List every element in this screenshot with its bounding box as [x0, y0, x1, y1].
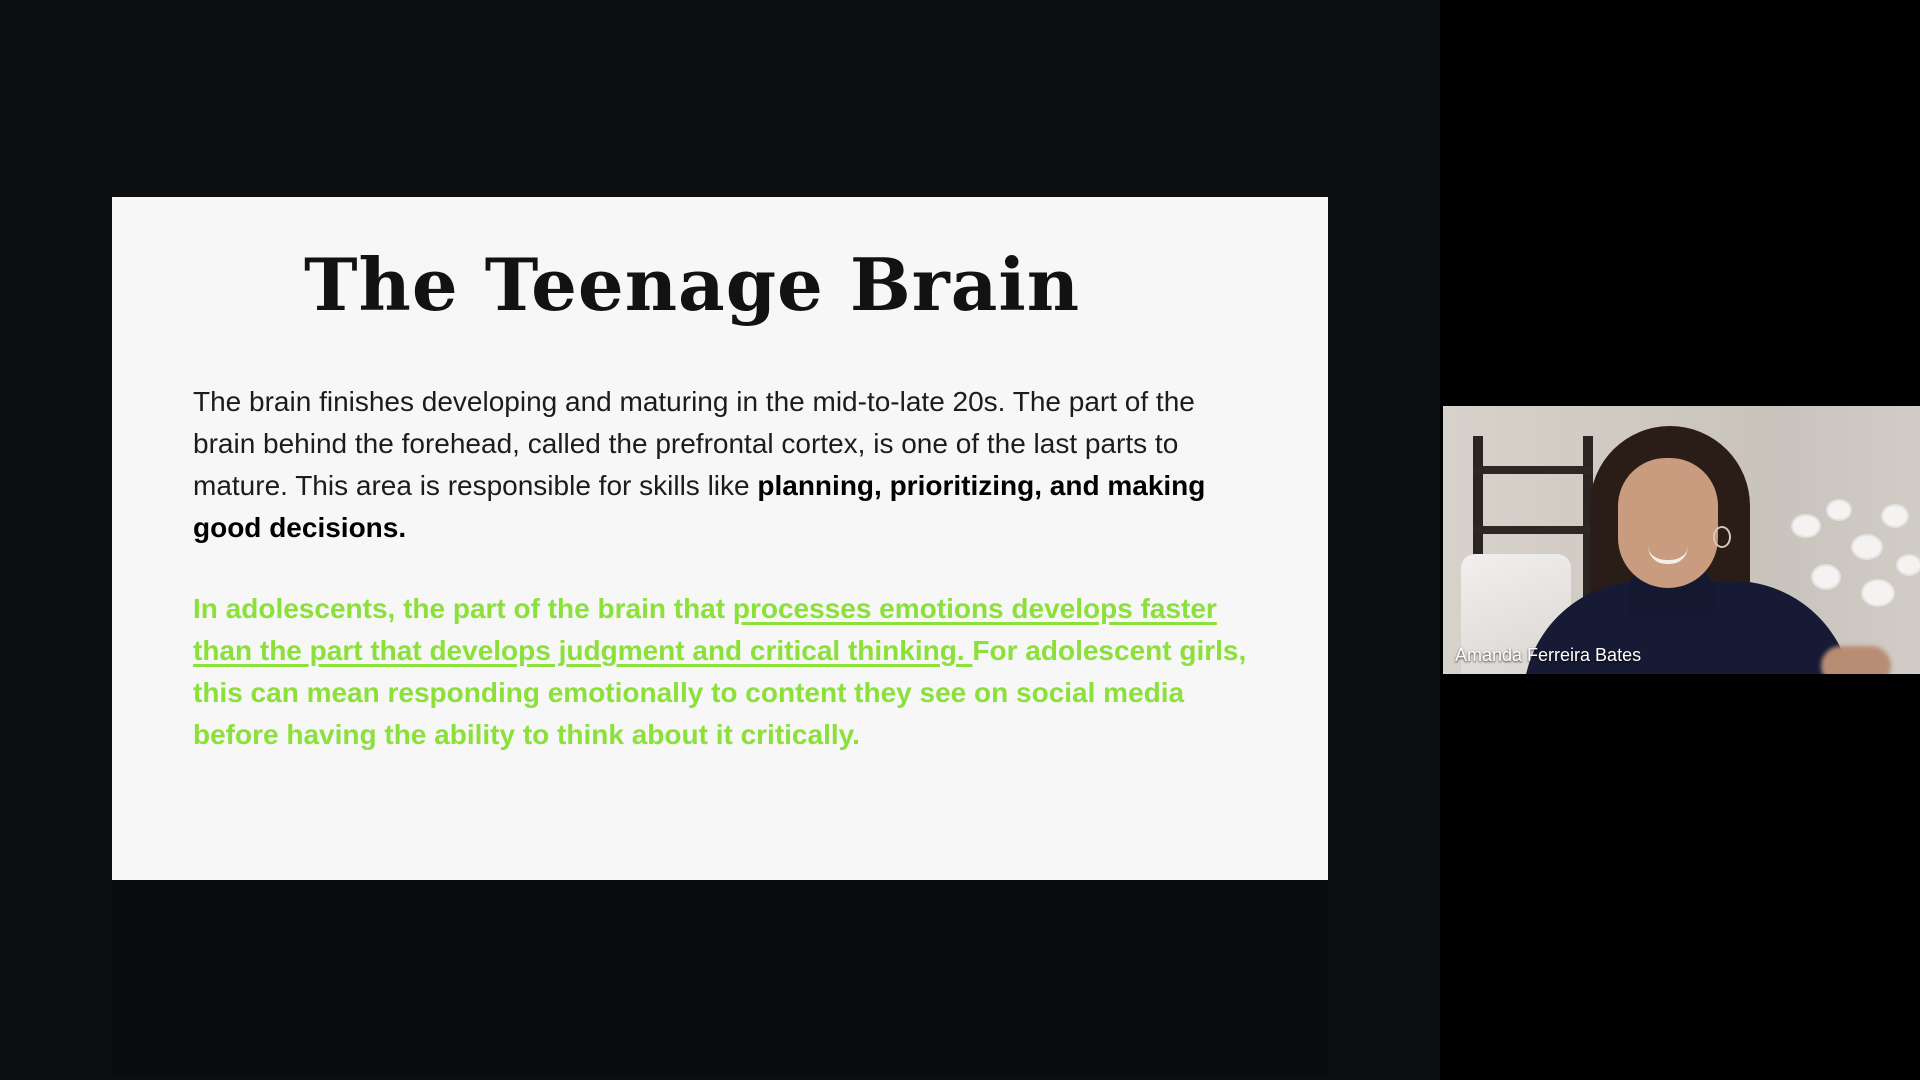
orchid-flower-image	[1883, 506, 1907, 526]
participant-face	[1618, 458, 1718, 588]
shared-screen-bottom-area	[112, 880, 1328, 1076]
participant-video-tile[interactable]	[1443, 406, 1920, 674]
paragraph-text: In adolescents, the part of the brain that	[193, 593, 733, 624]
presentation-slide	[112, 197, 1328, 880]
ladder-rung-image	[1473, 466, 1593, 474]
participant-hand	[1821, 646, 1891, 674]
orchid-flower-image	[1813, 566, 1839, 588]
orchid-flower-image	[1853, 536, 1881, 558]
slide-paragraph-adolescents-highlight	[193, 588, 1263, 756]
paragraph-text: For adolescent girls, this can mean responding emotionally to content they see on social media before having the ability to think about it critically.	[193, 635, 1247, 750]
paragraph-text: The brain finishes developing and maturing in the mid-to-late 20s. The part of the brain behind the forehead, called the prefrontal cortex, is one of the last parts to mature. This area is responsible for skills like	[193, 386, 1195, 501]
ladder-rung-image	[1473, 526, 1593, 534]
paragraph-underlined-text: processes emotions develops faster than the part that develops judgment and critical thinking.	[193, 593, 1217, 666]
orchid-flower-image	[1828, 501, 1850, 519]
slide-paragraph-prefrontal-cortex	[193, 381, 1263, 549]
orchid-flower-image	[1863, 581, 1893, 605]
slide-title: The Teenage Brain	[303, 242, 1081, 327]
orchid-flower-image	[1793, 516, 1819, 536]
paragraph-bold-text: planning, prioritizing, and making good decisions.	[193, 470, 1206, 543]
orchid-flower-image	[1898, 556, 1920, 574]
participant-name-label: Amanda Ferreira Bates	[1455, 645, 1642, 665]
earring-image	[1713, 526, 1731, 548]
